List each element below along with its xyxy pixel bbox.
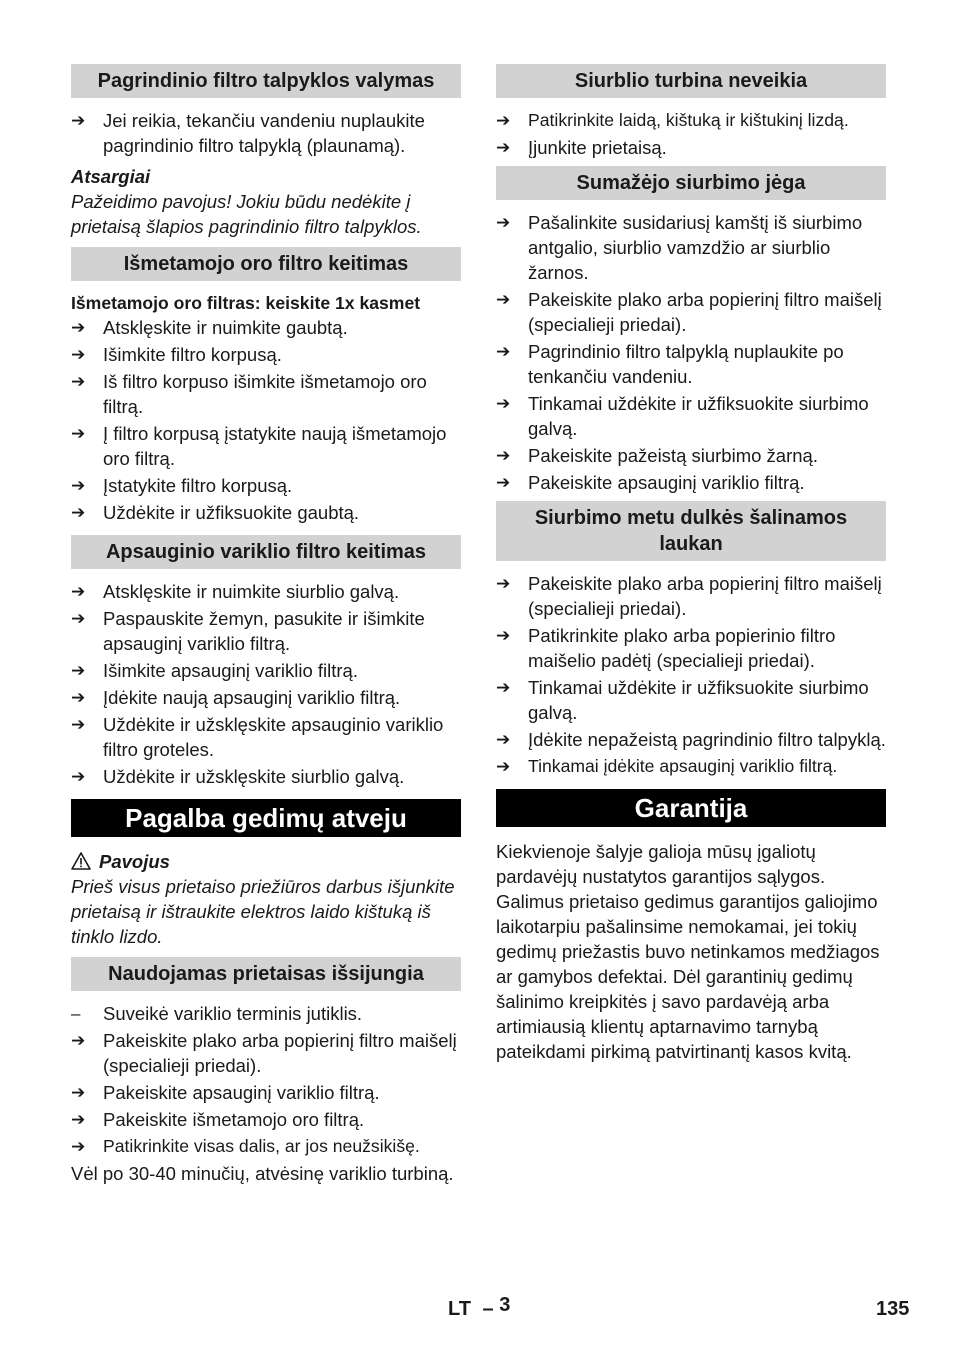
list-item-cause: – Suveikė variklio terminis jutiklis. bbox=[71, 1003, 363, 1024]
section-title-motor-filter: Apsauginio variklio filtro keitimas bbox=[71, 535, 461, 569]
arrow-right-icon: ➔ bbox=[71, 424, 86, 443]
arrow-right-icon: ➔ bbox=[496, 626, 511, 645]
left-column bbox=[71, 64, 461, 1186]
list-item: ➔ Pakeiskite apsauginį variklio filtrą. bbox=[71, 1082, 380, 1103]
list-item: ➔ Tinkamai uždėkite ir užfiksuokite siurbimo galvą. bbox=[496, 393, 869, 439]
arrow-right-icon: ➔ bbox=[496, 574, 511, 593]
arrow-right-icon: ➔ bbox=[71, 767, 86, 786]
dash-marker: – bbox=[71, 1004, 81, 1023]
arrow-right-icon: ➔ bbox=[71, 1083, 86, 1102]
arrow-right-icon: ➔ bbox=[496, 757, 511, 776]
arrow-right-icon: ➔ bbox=[71, 372, 86, 391]
arrow-right-icon: ➔ bbox=[496, 446, 511, 465]
list-item: ➔ Jei reikia, tekančiu vandeniu nuplaukite pagrindinio filtro talpyklą (plaunamą). bbox=[71, 110, 425, 156]
list-item: ➔ Įjunkite prietaisą. bbox=[496, 137, 667, 158]
footer-language: LT – 3 bbox=[448, 1294, 511, 1320]
arrow-right-icon: ➔ bbox=[71, 1137, 86, 1156]
arrow-right-icon: ➔ bbox=[71, 715, 86, 734]
danger-title: Pavojus bbox=[71, 849, 461, 874]
arrow-right-icon: ➔ bbox=[71, 661, 86, 680]
guarantee-text: Kiekvienoje šalyje galioja mūsų įgaliotų pardavėjų nustatytos garantijos sąlygos. Galimus prietaiso gedimus garantijos galiojimo laikotarpiu pašalinsime nemokamai, jei tokių gedimų priežastis buvo netinkamos medžiagos ar gamybos defektai. Dėl garantinių gedimų šalinimo kreipkitės į savo pardavėją arba artimiausią klientų aptarnavimo tarnybą pateikdami pirkimą patvirtinantį kasos kvitą. bbox=[496, 841, 880, 1062]
list-item: ➔ Atsklęskite ir nuimkite siurblio galvą. bbox=[71, 581, 400, 602]
list-item: ➔ Pakeiskite plako arba popierinį filtro maišelį (specialieji priedai). bbox=[71, 1030, 457, 1076]
list-item: ➔ Pakeiskite plako arba popierinį filtro maišelį (specialieji priedai). bbox=[496, 289, 882, 335]
warning-triangle-icon bbox=[71, 852, 91, 870]
list-item: ➔ Pakeiskite išmetamojo oro filtrą. bbox=[71, 1109, 365, 1130]
arrow-right-icon: ➔ bbox=[496, 290, 511, 309]
arrow-right-icon: ➔ bbox=[496, 342, 511, 361]
list-item: ➔ Pakeiskite apsauginį variklio filtrą. bbox=[496, 472, 805, 493]
list-item: ➔ Įstatykite filtro korpusą. bbox=[71, 475, 293, 496]
list-item: ➔ Tinkamai įdėkite apsauginį variklio filtrą. bbox=[496, 754, 886, 779]
section-title-reduced-suction: Sumažėjo siurbimo jėga bbox=[496, 166, 886, 200]
list-item: ➔ Uždėkite ir užsklęskite apsauginio variklio filtro groteles. bbox=[71, 714, 444, 760]
arrow-right-icon: ➔ bbox=[71, 609, 86, 628]
list-item: ➔ Pakeiskite pažeistą siurbimo žarną. bbox=[496, 445, 818, 466]
exhaust-filter-interval: Išmetamojo oro filtras: keiskite 1x kasmet bbox=[71, 293, 421, 313]
arrow-right-icon: ➔ bbox=[496, 213, 511, 232]
list-item: ➔ Pašalinkite susidariusį kamštį iš siurbimo antgalio, siurblio vamzdžio ar siurblio žarnos. bbox=[496, 212, 863, 283]
arrow-right-icon: ➔ bbox=[496, 473, 511, 492]
arrow-right-icon: ➔ bbox=[71, 476, 86, 495]
section-title-turbine-not-working: Siurblio turbina neveikia bbox=[496, 64, 886, 98]
list-item: ➔ Iš filtro korpuso išimkite išmetamojo oro filtrą. bbox=[71, 371, 427, 417]
arrow-right-icon: ➔ bbox=[496, 730, 511, 749]
danger-text: Prieš visus prietaiso priežiūros darbus išjunkite prietaisą ir ištraukite elektros laido kištuką iš tinklo lizdo. bbox=[71, 876, 455, 947]
section-title-dust-escapes: Siurbimo metu dulkės šalinamos laukan bbox=[496, 501, 886, 561]
list-item: ➔ Pagrindinio filtro talpyklą nuplaukite po tenkančiu vandeniu. bbox=[496, 341, 844, 387]
arrow-right-icon: ➔ bbox=[496, 394, 511, 413]
list-item: ➔ Patikrinkite visas dalis, ar jos neužsikišę. bbox=[71, 1134, 461, 1159]
right-column bbox=[496, 64, 886, 1064]
arrow-right-icon: ➔ bbox=[71, 582, 86, 601]
list-item: ➔ Atsklęskite ir nuimkite gaubtą. bbox=[71, 317, 348, 338]
arrow-right-icon: ➔ bbox=[496, 111, 511, 130]
list-item: ➔ Įdėkite nepažeistą pagrindinio filtro talpyklą. bbox=[496, 729, 886, 750]
list-item: ➔ Išimkite filtro korpusą. bbox=[71, 344, 282, 365]
arrow-right-icon: ➔ bbox=[496, 138, 511, 157]
list-item: ➔ Uždėkite ir užfiksuokite gaubtą. bbox=[71, 502, 360, 523]
list-item: ➔ Patikrinkite plako arba popierinio filtro maišelio padėtį (specialieji priedai). bbox=[496, 625, 836, 671]
caution-text: Pažeidimo pavojus! Jokiu būdu nedėkite į prietaisą šlapios pagrindinio filtro talpyklos. bbox=[71, 191, 422, 237]
arrow-right-icon: ➔ bbox=[71, 688, 86, 707]
restart-note: Vėl po 30-40 minučių, atvėsinę variklio turbiną. bbox=[71, 1163, 454, 1184]
section-title-exhaust-filter: Išmetamojo oro filtro keitimas bbox=[71, 247, 461, 281]
arrow-right-icon: ➔ bbox=[71, 1031, 86, 1050]
section-title-main-filter-cleaning: Pagrindinio filtro talpyklos valymas bbox=[71, 64, 461, 98]
chapter-title-troubleshooting: Pagalba gedimų atveju bbox=[71, 799, 461, 837]
arrow-right-icon: ➔ bbox=[71, 503, 86, 522]
list-item: ➔ Į filtro korpusą įstatykite naują išmetamojo oro filtrą. bbox=[71, 423, 447, 469]
list-item: ➔ Uždėkite ir užsklęskite siurblio galvą. bbox=[71, 766, 405, 787]
section-title-device-switches-off: Naudojamas prietaisas išsijungia bbox=[71, 957, 461, 991]
list-item: ➔ Išimkite apsauginį variklio filtrą. bbox=[71, 660, 358, 681]
arrow-right-icon: ➔ bbox=[71, 345, 86, 364]
arrow-right-icon: ➔ bbox=[71, 318, 86, 337]
arrow-right-icon: ➔ bbox=[496, 678, 511, 697]
chapter-title-guarantee: Garantija bbox=[496, 789, 886, 827]
list-item: ➔ Paspauskite žemyn, pasukite ir išimkite apsauginį variklio filtrą. bbox=[71, 608, 425, 654]
caution-title: Atsargiai bbox=[71, 166, 151, 187]
page-number: 135 bbox=[876, 1298, 910, 1320]
list-item: ➔ Pakeiskite plako arba popierinį filtro maišelį (specialieji priedai). bbox=[496, 573, 882, 619]
list-item: ➔ Tinkamai uždėkite ir užfiksuokite siurbimo galvą. bbox=[496, 677, 869, 723]
arrow-right-icon: ➔ bbox=[71, 111, 86, 130]
list-item: ➔ Įdėkite naują apsauginį variklio filtrą. bbox=[71, 687, 401, 708]
list-item: ➔ Patikrinkite laidą, kištuką ir kištukinį lizdą. bbox=[496, 108, 886, 133]
arrow-right-icon: ➔ bbox=[71, 1110, 86, 1129]
